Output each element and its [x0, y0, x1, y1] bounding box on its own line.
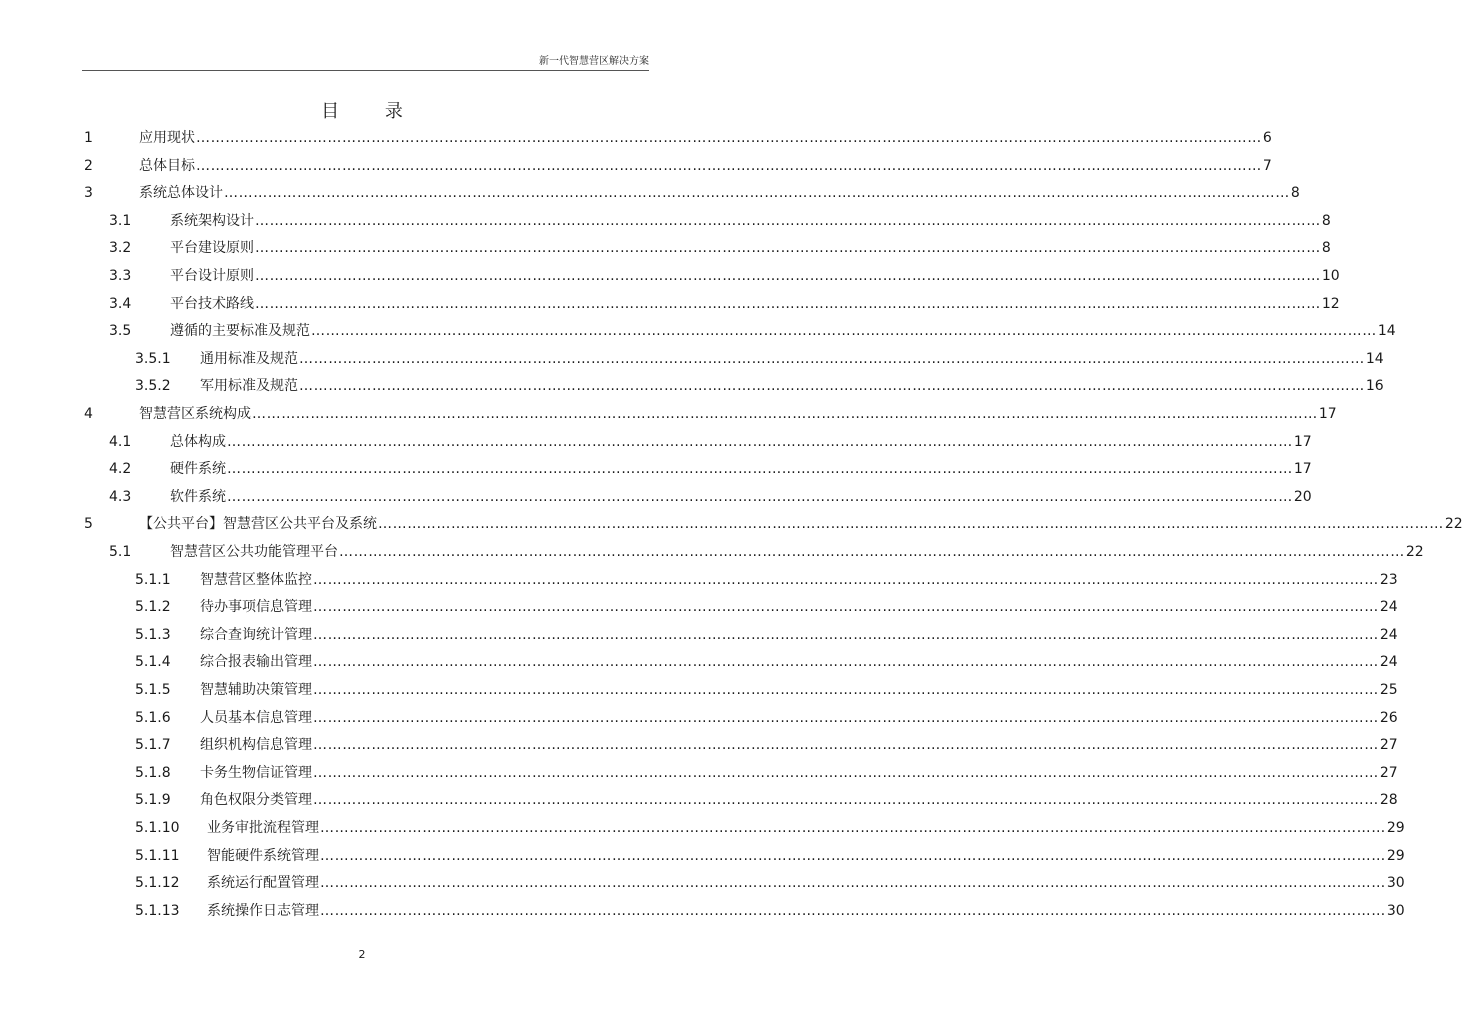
toc-leader-dots: …………………………………………………………………………………………………………………………………………………………………………………………………: [320, 820, 1386, 836]
toc-entry-line: [200, 567, 1398, 594]
toc-entry[interactable]: [0, 815, 1405, 842]
toc-entry[interactable]: [0, 153, 1272, 180]
toc-entry-title: 卡务生物信证管理: [200, 764, 312, 781]
toc-entry[interactable]: [0, 760, 1398, 787]
toc-entry[interactable]: [0, 318, 1396, 345]
toc-leader-dots: …………………………………………………………………………………………………………………………………………………………………………………………………: [313, 792, 1379, 809]
toc-entry[interactable]: [0, 705, 1398, 732]
toc-entry[interactable]: [0, 649, 1398, 676]
toc-entry-page: 29: [1386, 820, 1405, 836]
toc-entry-line: [200, 732, 1398, 759]
toc-leader-dots: …………………………………………………………………………………………………………………………………………………………………………………………………: [227, 488, 1293, 505]
toc-entry-page: 14: [1377, 323, 1396, 340]
toc-entry-title: 角色权限分类管理: [200, 792, 312, 809]
toc-entry-number: 3.1: [109, 212, 132, 229]
toc-leader-dots: …………………………………………………………………………………………………………………………………………………………………………………………………: [339, 544, 1405, 560]
toc-entry-line: [139, 401, 1337, 428]
toc-entry-number: 4.1: [109, 433, 132, 450]
toc-entry-number: 1: [84, 130, 93, 146]
toc-entry-title: 组织机构信息管理: [200, 737, 312, 754]
toc-entry-page: 10: [1321, 268, 1340, 284]
toc-entry-title: 综合查询统计管理: [200, 626, 312, 643]
toc-leader-dots: …………………………………………………………………………………………………………………………………………………………………………………………………: [299, 350, 1365, 367]
toc-entry-number: 3.5: [109, 323, 132, 340]
toc-entry[interactable]: [0, 429, 1312, 456]
toc-entry-page: 6: [1262, 130, 1272, 146]
toc-entry-title: 系统操作日志管理: [207, 902, 319, 919]
toc-entry-number: 3.5.1: [135, 350, 171, 367]
toc-leader-dots: …………………………………………………………………………………………………………………………………………………………………………………………………: [313, 654, 1379, 671]
toc-entry-title: 智能硬件系统管理: [207, 847, 319, 864]
toc-entry-page: 16: [1365, 378, 1384, 395]
toc-entry-title: 综合报表输出管理: [200, 654, 312, 671]
toc-entry-number: 5.1: [109, 544, 132, 560]
toc-entry-title: 平台设计原则: [170, 268, 254, 284]
toc-entry-number: 5.1.10: [135, 820, 180, 836]
toc-leader-dots: …………………………………………………………………………………………………………………………………………………………………………………………………: [313, 737, 1379, 754]
toc-entry-line: [170, 456, 1312, 483]
toc-entry-line: [170, 429, 1312, 456]
toc-leader-dots: …………………………………………………………………………………………………………………………………………………………………………………………………: [252, 406, 1318, 422]
toc-entry-title: 智慧营区整体监控: [200, 571, 312, 588]
toc-entry-page: 28: [1379, 792, 1398, 809]
toc-entry-title: 智慧辅助决策管理: [200, 682, 312, 698]
toc-leader-dots: …………………………………………………………………………………………………………………………………………………………………………………………………: [313, 709, 1379, 726]
toc-entry-line: [200, 787, 1398, 814]
toc-entry[interactable]: [0, 567, 1398, 594]
toc-entry-line: [139, 511, 1463, 538]
toc-leader-dots: …………………………………………………………………………………………………………………………………………………………………………………………………: [255, 240, 1321, 257]
toc-entry-line: [170, 235, 1331, 262]
toc-leader-dots: …………………………………………………………………………………………………………………………………………………………………………………………………: [313, 599, 1379, 616]
toc-entry-title: 硬件系统: [170, 461, 226, 478]
toc-entry-page: 24: [1379, 599, 1398, 616]
running-header: 新一代智慧营区解决方案: [539, 56, 649, 67]
toc-entry-number: 2: [84, 157, 93, 174]
toc-entry-page: 8: [1321, 212, 1331, 229]
toc-entry-number: 5.1.11: [135, 847, 180, 864]
toc-entry-page: 30: [1386, 875, 1405, 892]
toc-leader-dots: …………………………………………………………………………………………………………………………………………………………………………………………………: [320, 847, 1386, 864]
toc-entry-line: [200, 649, 1398, 676]
toc-entry[interactable]: [0, 291, 1340, 318]
toc-entry-line: [139, 180, 1300, 207]
toc-leader-dots: …………………………………………………………………………………………………………………………………………………………………………………………………: [311, 323, 1377, 340]
toc-leader-dots: …………………………………………………………………………………………………………………………………………………………………………………………………: [313, 682, 1379, 698]
toc-entry-title: 平台技术路线: [170, 295, 254, 312]
page-number: 2: [358, 948, 366, 961]
toc-entry[interactable]: [0, 235, 1331, 262]
toc-entry-number: 5.1.3: [135, 626, 171, 643]
toc-entry[interactable]: [0, 787, 1398, 814]
toc-entry-page: 17: [1293, 461, 1312, 478]
toc-entry[interactable]: [0, 732, 1398, 759]
toc-entry-line: [170, 539, 1424, 566]
toc-entry-page: 8: [1290, 185, 1300, 202]
toc-leader-dots: …………………………………………………………………………………………………………………………………………………………………………………………………: [320, 875, 1386, 892]
toc-leader-dots: …………………………………………………………………………………………………………………………………………………………………………………………………: [299, 378, 1365, 395]
toc-entry-title: 通用标准及规范: [200, 350, 298, 367]
toc-entry-line: [200, 594, 1398, 621]
toc-leader-dots: …………………………………………………………………………………………………………………………………………………………………………………………………: [313, 571, 1379, 588]
toc-entry-page: 29: [1386, 847, 1405, 864]
toc-entry-title: 系统架构设计: [170, 212, 254, 229]
toc-entry-line: [200, 677, 1398, 704]
toc-leader-dots: …………………………………………………………………………………………………………………………………………………………………………………………………: [224, 185, 1290, 202]
toc-entry-number: 4.2: [109, 461, 132, 478]
toc-entry-line: [207, 843, 1405, 870]
toc-entry-title: 智慧营区公共功能管理平台: [170, 544, 338, 560]
toc-entry-page: 14: [1365, 350, 1384, 367]
toc-entry-page: 27: [1379, 764, 1398, 781]
toc-entry-line: [170, 484, 1312, 511]
toc-entry[interactable]: [0, 180, 1300, 207]
toc-entry[interactable]: [0, 456, 1312, 483]
toc-entry-line: [200, 705, 1398, 732]
toc-entry-title: 【公共平台】智慧营区公共平台及系统: [139, 516, 377, 533]
toc-entry[interactable]: [0, 511, 1463, 538]
toc-entry-number: 3.2: [109, 240, 132, 257]
toc-entry-line: [170, 291, 1340, 318]
toc-entry-number: 5.1.9: [135, 792, 171, 809]
toc-entry-title: 遵循的主要标准及规范: [170, 323, 310, 340]
toc-entry[interactable]: [0, 677, 1398, 704]
toc-entry[interactable]: [0, 539, 1424, 566]
toc-entry-title: 软件系统: [170, 488, 226, 505]
toc-entry[interactable]: [0, 898, 1405, 925]
toc-entry[interactable]: [0, 843, 1405, 870]
toc-leader-dots: …………………………………………………………………………………………………………………………………………………………………………………………………: [255, 268, 1321, 284]
toc-entry-page: 7: [1262, 157, 1272, 174]
toc-leader-dots: …………………………………………………………………………………………………………………………………………………………………………………………………: [313, 764, 1379, 781]
toc-entry-page: 17: [1318, 406, 1337, 422]
toc-entry-line: [139, 125, 1272, 152]
toc-leader-dots: …………………………………………………………………………………………………………………………………………………………………………………………………: [227, 461, 1293, 478]
toc-entry-number: 4: [84, 406, 93, 422]
toc-entry-number: 3.5.2: [135, 378, 171, 395]
toc-entry-page: 12: [1321, 295, 1340, 312]
toc-entry-number: 5.1.7: [135, 737, 171, 754]
toc-entry-line: [200, 346, 1384, 373]
toc-entry-title: 系统总体设计: [139, 185, 223, 202]
toc-entry-page: 22: [1405, 544, 1424, 560]
toc-leader-dots: …………………………………………………………………………………………………………………………………………………………………………………………………: [196, 130, 1262, 146]
toc-entry-page: 26: [1379, 709, 1398, 726]
toc-entry-title: 智慧营区系统构成: [139, 406, 251, 422]
toc-entry-number: 5.1.13: [135, 902, 180, 919]
toc-entry-number: 4.3: [109, 488, 132, 505]
toc-entry[interactable]: [0, 401, 1337, 428]
toc-entry-page: 30: [1386, 902, 1405, 919]
toc-leader-dots: …………………………………………………………………………………………………………………………………………………………………………………………………: [227, 433, 1293, 450]
toc-entry-title: 人员基本信息管理: [200, 709, 312, 726]
toc-entry[interactable]: [0, 622, 1398, 649]
toc-entry[interactable]: [0, 870, 1405, 897]
toc-entry-page: 24: [1379, 626, 1398, 643]
toc-entry-title: 军用标准及规范: [200, 378, 298, 395]
toc-entry-title: 总体目标: [139, 157, 195, 174]
toc-entry-line: [207, 815, 1405, 842]
toc-entry-page: 25: [1379, 682, 1398, 698]
toc-entry[interactable]: [0, 208, 1331, 235]
toc-entry-number: 3: [84, 185, 93, 202]
toc-entry-line: [200, 622, 1398, 649]
toc-entry-line: [170, 318, 1396, 345]
toc-entry-line: [200, 760, 1398, 787]
toc-entry-number: 5.1.12: [135, 875, 180, 892]
toc-entry-number: 5.1.8: [135, 764, 171, 781]
toc-entry[interactable]: [0, 346, 1384, 373]
toc-leader-dots: …………………………………………………………………………………………………………………………………………………………………………………………………: [320, 902, 1386, 919]
toc-entry-number: 3.4: [109, 295, 132, 312]
toc-entry[interactable]: [0, 594, 1398, 621]
toc-entry-page: 20: [1293, 488, 1312, 505]
toc-entry-title: 待办事项信息管理: [200, 599, 312, 616]
toc-entry-number: 5: [84, 516, 93, 533]
toc-entry-line: [170, 263, 1340, 290]
toc-entry-title: 平台建设原则: [170, 240, 254, 257]
toc-entry-page: 24: [1379, 654, 1398, 671]
toc-entry-line: [207, 870, 1405, 897]
toc-leader-dots: …………………………………………………………………………………………………………………………………………………………………………………………………: [313, 626, 1379, 643]
toc-entry-title: 应用现状: [139, 130, 195, 146]
toc-entry-title: 总体构成: [170, 433, 226, 450]
toc-entry-title: 业务审批流程管理: [207, 820, 319, 836]
toc-entry-line: [200, 373, 1384, 400]
toc-entry-number: 5.1.4: [135, 654, 171, 671]
toc-leader-dots: …………………………………………………………………………………………………………………………………………………………………………………………………: [196, 157, 1262, 174]
toc-leader-dots: …………………………………………………………………………………………………………………………………………………………………………………………………: [255, 295, 1321, 312]
toc-entry[interactable]: [0, 484, 1312, 511]
header-rule: [82, 70, 649, 71]
toc-entry-page: 23: [1379, 571, 1398, 588]
toc-entry-line: [170, 208, 1331, 235]
toc-entry-title: 系统运行配置管理: [207, 875, 319, 892]
toc-entry[interactable]: [0, 263, 1340, 290]
toc-entry-number: 5.1.2: [135, 599, 171, 616]
toc-entry-line: [139, 153, 1272, 180]
toc-entry[interactable]: [0, 125, 1272, 152]
toc-entry-number: 5.1.1: [135, 571, 171, 588]
toc-leader-dots: …………………………………………………………………………………………………………………………………………………………………………………………………: [255, 212, 1321, 229]
toc-leader-dots: …………………………………………………………………………………………………………………………………………………………………………………………………: [378, 516, 1444, 533]
toc-entry-number: 5.1.5: [135, 682, 171, 698]
toc-entry-page: 22: [1444, 516, 1463, 533]
toc-title: 目 录: [321, 101, 423, 122]
toc-entry-number: 5.1.6: [135, 709, 171, 726]
toc-entry-line: [207, 898, 1405, 925]
toc-entry-page: 27: [1379, 737, 1398, 754]
toc-entry-number: 3.3: [109, 268, 132, 284]
toc-entry[interactable]: [0, 373, 1384, 400]
toc-entry-page: 17: [1293, 433, 1312, 450]
toc-entry-page: 8: [1321, 240, 1331, 257]
